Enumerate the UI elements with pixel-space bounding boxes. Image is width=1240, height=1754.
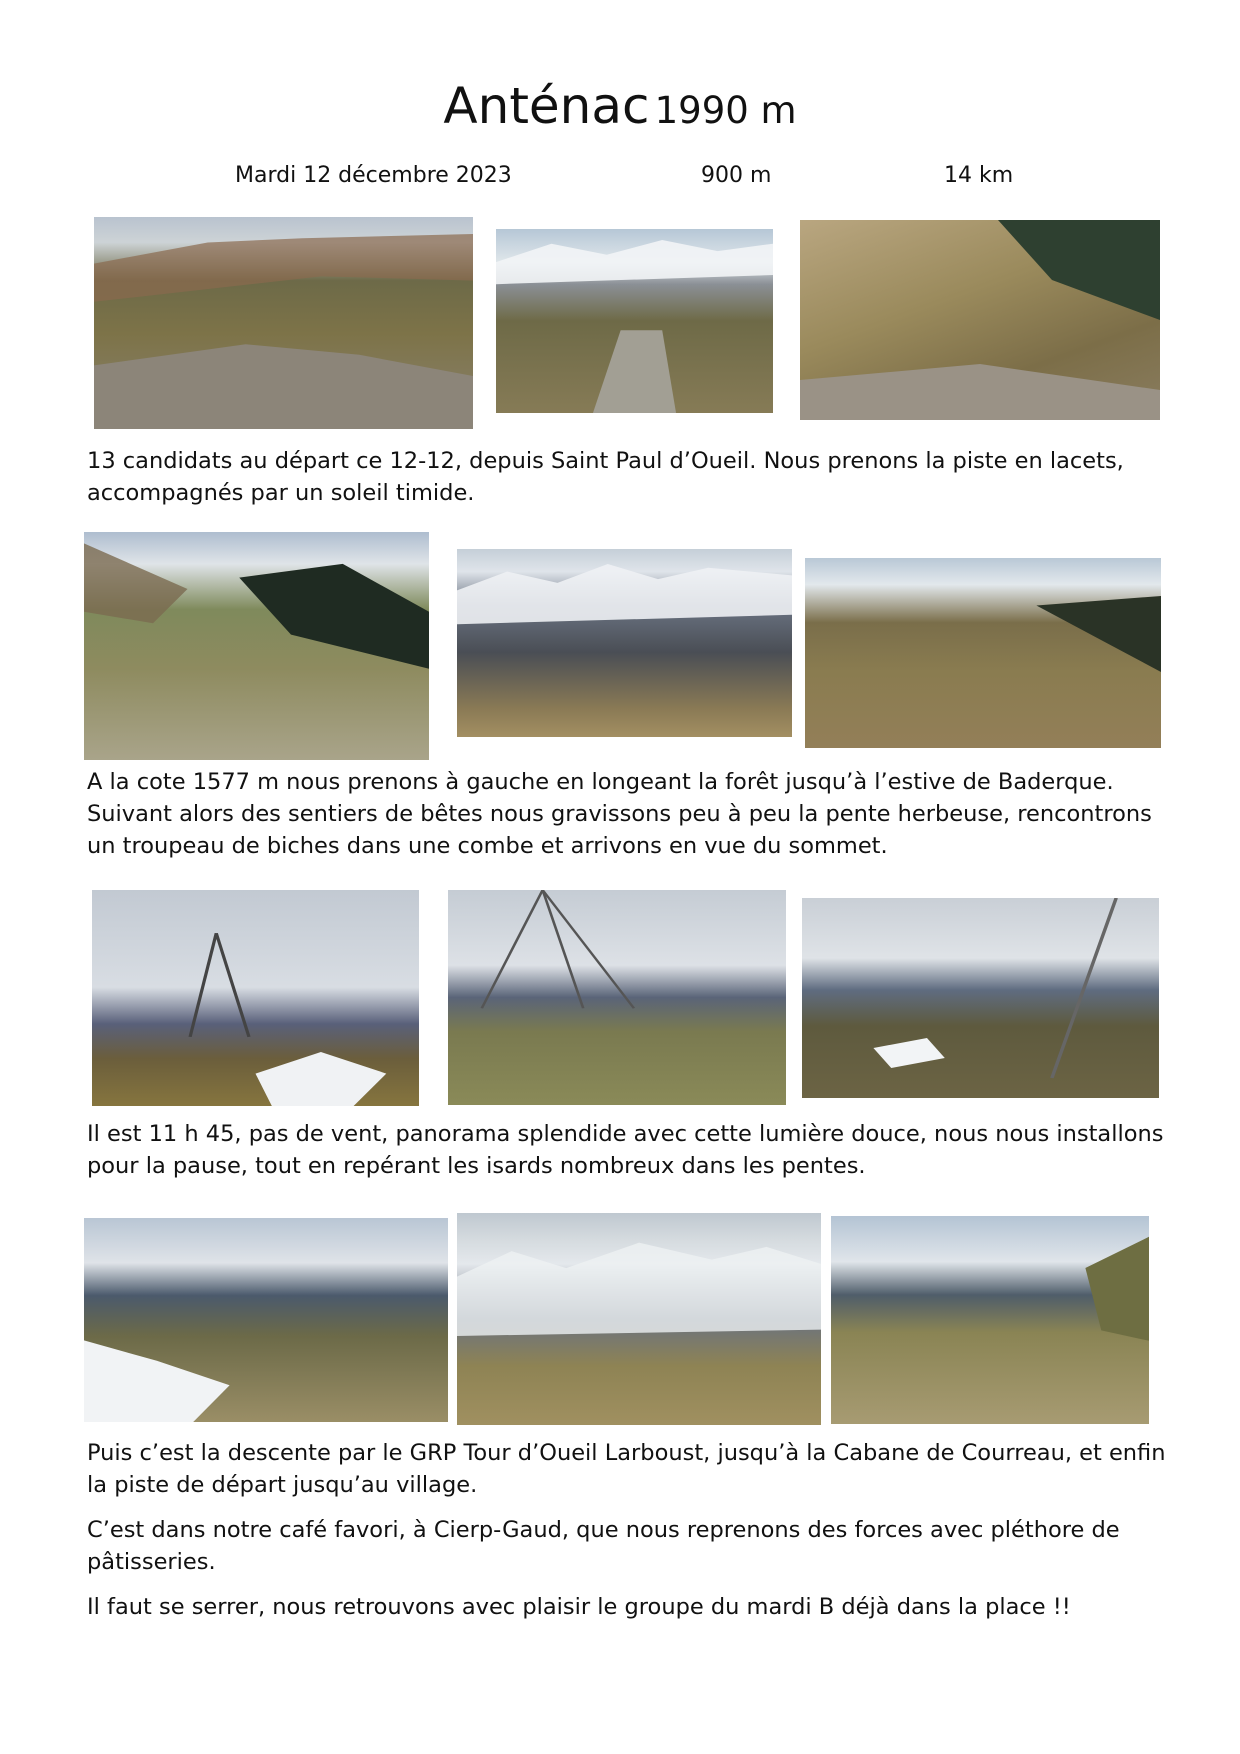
photo-6 [805, 558, 1161, 748]
paragraph-4: Puis c’est la descente par le GRP Tour d’Oueil Larboust, jusqu’à la Cabane de Courreau, et enfin la piste de départ jusqu’au village. [87, 1440, 1166, 1498]
photo-4 [84, 532, 429, 760]
photo-3 [800, 220, 1160, 420]
photo-9 [84, 1218, 448, 1422]
title-altitude: 1990 m [654, 89, 797, 132]
paragraph-2: A la cote 1577 m nous prenons à gauche en longeant la forêt jusqu’à l’estive de Baderque. Suivant alors des sentiers de bêtes nous gravissons peu à peu la pente herbeuse, rencontrons un troupeau de biches dans une combe et arrivons en vue du sommet. [87, 769, 1152, 859]
photo-8 [802, 898, 1159, 1098]
photo-7b [448, 890, 786, 1105]
paragraph-1: 13 candidats au départ ce 12-12, depuis Saint Paul d’Oueil. Nous prenons la piste en lacets, accompagnés par un soleil timide. [87, 448, 1124, 506]
paragraph-3: Il est 11 h 45, pas de vent, panorama splendide avec cette lumière douce, nous nous installons pour la pause, tout en repérant les isards nombreux dans les pentes. [87, 1121, 1164, 1179]
page-title [0, 76, 1240, 148]
hike-date: Mardi 12 décembre 2023 [235, 163, 512, 188]
photo-5 [457, 549, 792, 737]
distance: 14 km [944, 163, 1014, 188]
photo-11 [831, 1216, 1149, 1424]
title-name: Anténac [443, 77, 650, 135]
photo-2 [496, 229, 773, 413]
photo-10 [457, 1213, 821, 1425]
photo-1 [94, 217, 473, 429]
photo-7 [92, 890, 419, 1106]
elevation-gain: 900 m [701, 163, 772, 188]
paragraph-6: Il faut se serrer, nous retrouvons avec plaisir le groupe du mardi B déjà dans la place !! [87, 1594, 1071, 1620]
paragraph-5: C’est dans notre café favori, à Cierp-Gaud, que nous reprenons des forces avec pléthore de pâtisseries. [87, 1517, 1120, 1575]
